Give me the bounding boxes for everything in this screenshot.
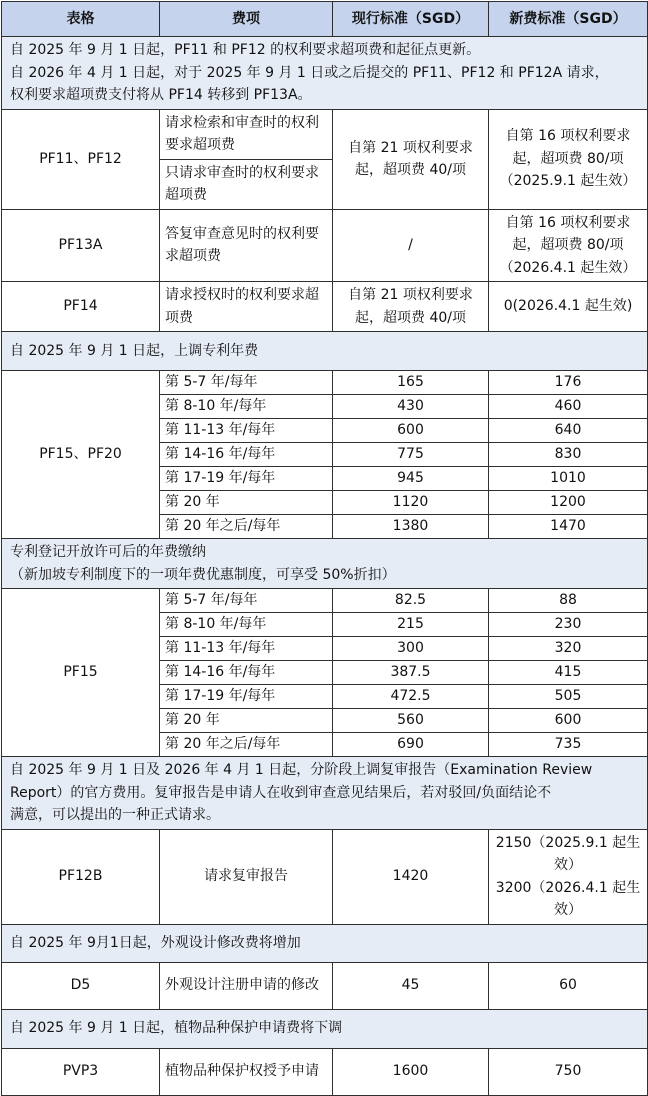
- section-row: [2, 1009, 648, 1048]
- note-line: 自 2025 年 9 月 1 日及 2026 年 4 月 1 日起，分阶段上调复审报告（Examination Review: [10, 762, 593, 778]
- section-note-open-licence: [2, 539, 648, 589]
- current-fee-cell: 自第 21 项权利要求起，超项费 40/项: [333, 109, 489, 209]
- section-title-annuity: 自 2025 年 9 月 1 日起，上调专利年费: [2, 332, 648, 371]
- new-fee-cell: [489, 829, 648, 924]
- item-cell: 第 20 年之后/每年: [160, 515, 333, 539]
- table-row: [2, 209, 648, 282]
- form-cell: PVP3: [2, 1048, 160, 1095]
- current-fee-cell: 自第 21 项权利要求起，超项费 40/项: [333, 282, 489, 332]
- section-note-review-report: [2, 757, 648, 830]
- new-fee-cell: 750: [489, 1048, 648, 1095]
- form-cell: PF11、PF12: [2, 109, 160, 209]
- section-title-design: 自 2025 年 9月1日起，外观设计修改费将增加: [2, 924, 648, 962]
- current-fee-cell: 775: [333, 443, 489, 467]
- current-fee-cell: 165: [333, 371, 489, 395]
- table-row: [2, 109, 648, 159]
- header-current: 现行标准（SGD）: [333, 2, 489, 37]
- item-cell: 第 11-13 年/每年: [160, 637, 333, 661]
- new-fee-cell: 600: [489, 709, 648, 733]
- fee-table: [1, 1, 648, 1096]
- section-title-plant-variety: 自 2025 年 9 月 1 日起，植物品种保护申请费将下调: [2, 1009, 648, 1048]
- note-line: 自 2026 年 4 月 1 日起，对于 2025 年 9 月 1 日或之后提交的 PF11、PF12 和 PF12A 请求，: [10, 64, 609, 81]
- new-fee-cell: 自第 16 项权利要求起，超项费 80/项（2026.4.1 起生效）: [489, 209, 648, 282]
- current-fee-cell: 600: [333, 419, 489, 443]
- item-cell: 第 20 年: [160, 491, 333, 515]
- section-row: [2, 539, 648, 589]
- note-line: 满意，可以提出的一种正式请求。: [10, 807, 220, 823]
- current-fee-cell: 387.5: [333, 661, 489, 685]
- form-cell: PF15: [2, 589, 160, 757]
- item-cell: 植物品种保护权授予申请: [160, 1048, 333, 1095]
- new-fee-cell: 0(2026.4.1 起生效): [489, 282, 648, 332]
- form-cell: PF12B: [2, 829, 160, 924]
- new-fee-cell: 735: [489, 733, 648, 757]
- new-fee-cell: 1470: [489, 515, 648, 539]
- new-fee-phase-2: 3200（2026.4.1 起生效）: [495, 879, 641, 918]
- table-row: [2, 1048, 648, 1095]
- current-fee-cell: 1120: [333, 491, 489, 515]
- current-fee-cell: 45: [333, 962, 489, 1009]
- header-item: 费项: [160, 2, 333, 37]
- current-fee-cell: 1380: [333, 515, 489, 539]
- item-cell: 第 20 年: [160, 709, 333, 733]
- item-cell: 答复审查意见时的权利要求超项费: [160, 209, 333, 282]
- item-cell: 第 17-19 年/每年: [160, 685, 333, 709]
- note-line: 权利要求超项费支付将从 PF14 转移到 PF13A。: [10, 87, 312, 103]
- note-line: （新加坡专利制度下的一项年费优惠制度，可享受 50%折扣）: [10, 566, 396, 583]
- current-fee-cell: /: [333, 209, 489, 282]
- note-line: 专利登记开放许可后的年费缴纳: [10, 544, 206, 560]
- new-fee-cell: 320: [489, 637, 648, 661]
- new-fee-cell: 230: [489, 613, 648, 637]
- new-fee-cell: 1010: [489, 467, 648, 491]
- current-fee-cell: 690: [333, 733, 489, 757]
- current-fee-cell: 1420: [333, 829, 489, 924]
- item-cell: 第 20 年之后/每年: [160, 733, 333, 757]
- table-row: [2, 829, 648, 924]
- new-fee-cell: 1200: [489, 491, 648, 515]
- item-cell: 外观设计注册申请的修改: [160, 962, 333, 1009]
- form-cell: PF13A: [2, 209, 160, 282]
- section-row: [2, 757, 648, 830]
- section-row: [2, 924, 648, 962]
- new-fee-cell: 自第 16 项权利要求起，超项费 80/项（2025.9.1 起生效）: [489, 109, 648, 209]
- item-cell: 请求复审报告: [160, 829, 333, 924]
- table-row: [2, 371, 648, 395]
- new-fee-cell: 505: [489, 685, 648, 709]
- form-cell: D5: [2, 962, 160, 1009]
- new-fee-cell: 88: [489, 589, 648, 613]
- item-cell: 请求检索和审查时的权利要求超项费: [160, 109, 333, 159]
- current-fee-cell: 945: [333, 467, 489, 491]
- new-fee-cell: 640: [489, 419, 648, 443]
- new-fee-cell: 60: [489, 962, 648, 1009]
- current-fee-cell: 300: [333, 637, 489, 661]
- new-fee-cell: 415: [489, 661, 648, 685]
- form-cell: PF14: [2, 282, 160, 332]
- header-form: 表格: [2, 2, 160, 37]
- table-row: [2, 589, 648, 613]
- section-row: [2, 37, 648, 110]
- form-cell: PF15、PF20: [2, 371, 160, 539]
- item-cell: 第 14-16 年/每年: [160, 661, 333, 685]
- current-fee-cell: 472.5: [333, 685, 489, 709]
- current-fee-cell: 1600: [333, 1048, 489, 1095]
- new-fee-cell: 830: [489, 443, 648, 467]
- item-cell: 第 5-7 年/每年: [160, 371, 333, 395]
- item-cell: 第 8-10 年/每年: [160, 395, 333, 419]
- item-cell: 第 8-10 年/每年: [160, 613, 333, 637]
- item-cell: 只请求审查时的权利要求超项费: [160, 159, 333, 209]
- header-row: [2, 2, 648, 37]
- current-fee-cell: 560: [333, 709, 489, 733]
- current-fee-cell: 430: [333, 395, 489, 419]
- table-row: [2, 282, 648, 332]
- new-fee-phase-1: 2150（2025.9.1 起生效）: [495, 834, 641, 873]
- note-line: 自 2025 年 9 月 1 日起，PF11 和 PF12 的权利要求超项费和起征点更新。: [10, 42, 481, 58]
- item-cell: 第 5-7 年/每年: [160, 589, 333, 613]
- table-row: [2, 962, 648, 1009]
- item-cell: 第 17-19 年/每年: [160, 467, 333, 491]
- current-fee-cell: 82.5: [333, 589, 489, 613]
- section-note-claims: [2, 37, 648, 110]
- item-cell: 请求授权时的权利要求超项费: [160, 282, 333, 332]
- new-fee-cell: 176: [489, 371, 648, 395]
- note-line: Report）的官方费用。复审报告是申请人在收到审查意见结果后，若对驳回/负面结论不: [10, 784, 552, 801]
- header-new: 新费标准（SGD）: [489, 2, 648, 37]
- current-fee-cell: 215: [333, 613, 489, 637]
- new-fee-cell: 460: [489, 395, 648, 419]
- section-row: [2, 332, 648, 371]
- item-cell: 第 11-13 年/每年: [160, 419, 333, 443]
- item-cell: 第 14-16 年/每年: [160, 443, 333, 467]
